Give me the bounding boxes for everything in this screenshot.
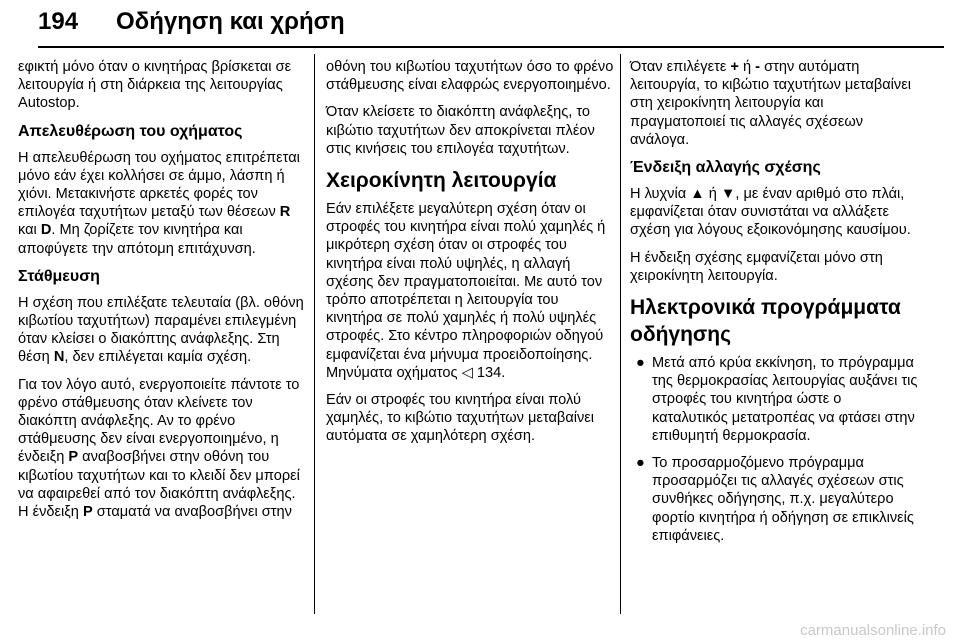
arrow-up-icon: ▲ <box>690 186 705 203</box>
intro-paragraph: εφικτή μόνο όταν ο κινητήρας βρίσκεται σε λειτουργία ή στη διάρκεια της λειτουργίας Autostop. <box>18 59 292 112</box>
page-reference-arrow-icon: ◁ <box>461 364 473 381</box>
minus-symbol: - <box>755 59 761 75</box>
column-2 <box>326 58 616 455</box>
vehicle-release-paragraph: Η απελευθέρωση του οχήματος επιτρέπεται μόνο εάν έχει κολλήσει σε άμμο, λάσπη ή χιόνι. Μετακινήστε αρκετές φορές τον επιλογέα ταχυτήτων μεταξύ των θέσεων R και D. Μη ζορίζετε τον κινητήρα και αποφύγετε την απότομη επιτάχυνση. <box>18 149 300 257</box>
column-divider-1 <box>314 54 315 614</box>
plus-symbol: + <box>730 59 739 75</box>
parking-paragraph: Η σχέση που επιλέξατε τελευταία (βλ. οθόνη κιβωτίου ταχυτήτων) παραμένει επιλεγμένη όταν κλείσει ο διακόπτης ανάφλεξης. Στη θέση N, δεν επιλέγεται καμία σχέση. <box>18 294 304 366</box>
page-title: Οδήγηση και χρήση <box>116 8 345 35</box>
page-number: 194 <box>38 8 79 35</box>
list-item: ● Μετά από κρύα εκκίνηση, το πρόγραμμα της θερμοκρασίας λειτουργίας αυξάνει τις στροφές του κινητήρα ώστε ο καταλυτικός μετατροπέας να φτάσει στην επιθυμητή θερμοκρασία. <box>636 355 918 444</box>
list-item: ● Το προσαρμοζόμενο πρόγραμμα προσαρμόζει τις αλλαγές σχέσεων στις συνθήκες οδήγησης, π.χ. μεγαλύτερο φορτίο κινητήρα ή οδήγηση σε επικλινείς επιφάνειες. <box>636 455 914 544</box>
bullet-icon: ● <box>636 355 645 372</box>
column-3 <box>630 58 920 554</box>
page-reference-link[interactable]: 134. <box>472 364 506 381</box>
column-divider-2 <box>620 54 621 614</box>
indicator-manual-only-paragraph: Η ένδειξη σχέσης εμφανίζεται μόνο στη χειροκίνητη λειτουργία. <box>630 249 883 284</box>
bullet-icon: ● <box>636 455 645 472</box>
watermark: carmanualsonline.info <box>800 622 946 639</box>
gear-n-label: N <box>53 349 65 366</box>
heading-vehicle-release: Απελευθέρωση του οχήματος <box>18 122 243 140</box>
manual-mode-paragraph: Εάν επιλέξετε μεγαλύτερη σχέση όταν οι στροφές του κινητήρα είναι πολύ χαμηλές ή μικρότερη σχέση όταν οι στροφές του κινητήρα είναι πολύ υψηλές, η αλλαγή σχέσης δεν πραγματοποιείται. Με αυτό τον τρόπο αποτρέπεται η λειτουργία του κινητήρα σε πολύ χαμηλές ή πολύ υψηλές στροφές. Στο κέντρο πληροφοριών οδηγού εμφανίζεται ένα μήνυμα προειδοποίησης. Μηνύματα οχήματος ◁ 134. <box>326 201 606 381</box>
heading-driving-programs: Ηλεκτρονικά προγράμματα οδήγησης <box>630 296 901 347</box>
auto-downshift-paragraph: Εάν οι στροφές του κινητήρα είναι πολύ χαμηλές, το κιβώτιο ταχυτήτων μεταβαίνει αυτόματα σε χαμηλότερη σχέση. <box>326 392 595 445</box>
programs-list <box>630 354 920 545</box>
continuation-paragraph: οθόνη του κιβωτίου ταχυτήτων όσο το φρένο στάθμευσης είναι ελαφρώς ενεργοποιημένο. <box>326 59 614 94</box>
gear-p-label: P <box>68 449 79 466</box>
ignition-off-paragraph: Όταν κλείσετε το διακόπτη ανάφλεξης, το κιβώτιο ταχυτήτων δεν αποκρίνεται πλέον στις κινήσεις του επιλογέα ταχυτήτων. <box>326 104 595 157</box>
heading-parking: Στάθμευση <box>18 267 100 285</box>
indicator-paragraph: Η λυχνία ▲ ή ▼, με έναν αριθμό στο πλάι, εμφανίζεται όταν συνιστάται να αλλάξετε σχέση για λόγους εξοικονόμησης καυσίμου. <box>630 186 911 239</box>
gear-p-label-2: P <box>82 504 93 521</box>
page-header <box>0 0 960 50</box>
heading-gear-shift-indicator: Ένδειξη αλλαγής σχέσης <box>630 159 821 177</box>
gear-d-label: D <box>40 222 52 239</box>
header-rule <box>38 46 944 48</box>
column-1 <box>18 58 308 530</box>
arrow-down-icon: ▼ <box>720 186 736 203</box>
plus-minus-paragraph: Όταν επιλέγετε + ή - στην αυτόματη λειτουργία, το κιβώτιο ταχυτήτων μεταβαίνει στη χειροκίνητη λειτουργία και πραγματοποιεί τις αλλαγές σχέσεων ανάλογα. <box>630 59 911 148</box>
heading-manual-mode: Χειροκίνητη λειτουργία <box>326 169 557 193</box>
gear-r-label: R <box>279 204 291 221</box>
parking-brake-paragraph: Για τον λόγο αυτό, ενεργοποιείτε πάντοτε το φρένο στάθμευσης όταν κλείνετε τον διακόπτη ανάφλεξης. Αν το φρένο στάθμευσης δεν είναι ενεργοποιημένο, η ένδειξη P αναβοσβήνει στην οθόνη του κιβωτίου ταχυτήτων και το κλειδί δεν μπορεί να αφαιρεθεί από τον διακόπτη ανάφλεξης. Η ένδειξη P σταματά να αναβοσβήνει στην <box>18 376 300 521</box>
